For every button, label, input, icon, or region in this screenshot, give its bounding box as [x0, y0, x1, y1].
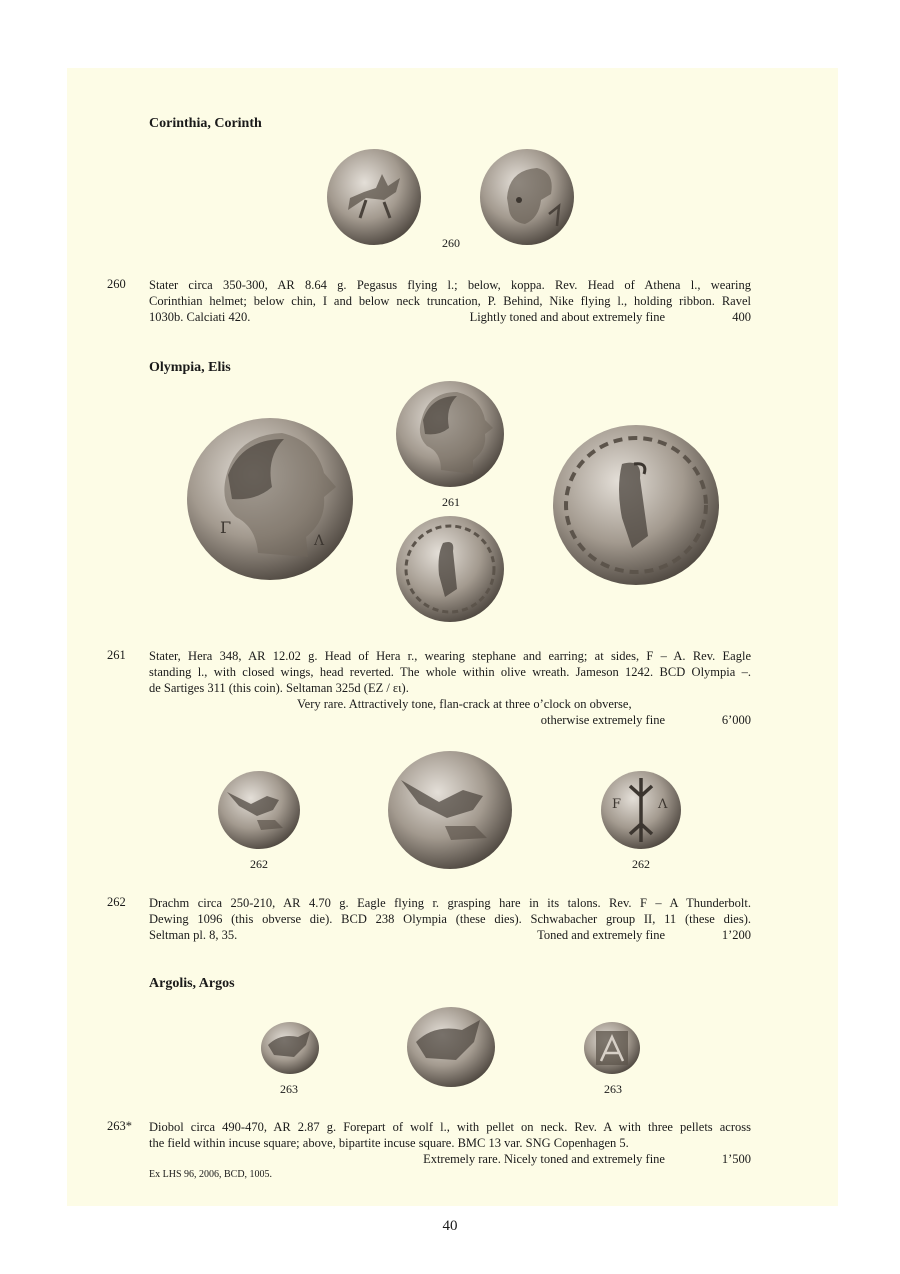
coin-eagle-wreath-icon: [552, 424, 720, 586]
lot-260-grade: Lightly toned and about extremely fine: [469, 310, 665, 324]
lot-number-261: 261: [107, 648, 126, 662]
svg-text:F: F: [612, 797, 622, 812]
coin-thunderbolt-icon: [600, 770, 682, 850]
figure-label-263-obverse: 263: [280, 1082, 298, 1096]
lot-261-grade-line-1: Very rare. Attractively tone, flan-crack at three o’clock on obverse,: [297, 697, 632, 711]
lot-description-260: [149, 277, 751, 325]
lot-262-price: 1’200: [721, 928, 751, 942]
figure-label-262-reverse: 262: [632, 857, 650, 871]
lot-261-line-3: de Sartiges 311 (this coin). Seltaman 325d (EZ / ει).: [149, 681, 409, 695]
lot-263-price: 1’500: [721, 1152, 751, 1166]
lot-description-262: [149, 895, 751, 943]
section-title-argos: Argolis, Argos: [149, 976, 235, 991]
lot-261-line-1: Stater, Hera 348, AR 12.02 g. Head of Hera r., wearing stephane and earring; at sides, F – A. Rev. Eagle: [149, 649, 751, 663]
figure-label-263-reverse: 263: [604, 1082, 622, 1096]
lot-263-line-2: the field within incuse square; above, bipartite incuse square. BMC 13 var. SNG Copenhagen 5.: [149, 1136, 629, 1150]
figure-label-262-obverse: 262: [250, 857, 268, 871]
lot-261-price: 6’000: [721, 713, 751, 727]
coin-incuse-square-icon: [583, 1021, 641, 1075]
section-title-olympia: Olympia, Elis: [149, 360, 231, 375]
lot-263-grade: Extremely rare. Nicely toned and extremely fine: [423, 1152, 665, 1166]
lot-263-line-1: Diobol circa 490-470, AR 2.87 g. Forepart of wolf l., with pellet on neck. Rev. A with three pellets across: [149, 1120, 751, 1134]
lot-number-262: 262: [107, 895, 126, 909]
section-title-corinth: Corinthia, Corinth: [149, 116, 262, 131]
lot-261-line-2: standing l., with closed wings, head reverted. The whole within olive wreath. Jameson 1242. BCD Olympia –.: [149, 665, 751, 679]
coin-eagle-wreath-small-icon: [395, 515, 505, 623]
lot-263-provenance-note: Ex LHS 96, 2006, BCD, 1005.: [149, 1169, 273, 1180]
lot-description-261: [149, 648, 751, 728]
lot-262-line-3: Seltman pl. 8, 35.: [149, 928, 238, 942]
lot-260-line-3: 1030b. Calciati 420.: [149, 310, 251, 324]
coin-eagle-hare-icon: [217, 770, 301, 850]
figure-label-261: 261: [442, 495, 460, 509]
page-number: 40: [442, 1218, 458, 1234]
svg-text:Λ: Λ: [658, 797, 668, 812]
svg-text:Γ: Γ: [220, 518, 232, 537]
lot-260-line-1: Stater circa 350-300, AR 8.64 g. Pegasus flying l.; below, koppa. Rev. Head of Athena l., wearing: [149, 278, 751, 292]
lot-262-grade: Toned and extremely fine: [537, 928, 665, 942]
coin-hera-head-icon: [186, 417, 354, 581]
lot-description-263: [149, 1119, 751, 1183]
coin-eagle-hare-large-icon: [387, 750, 513, 870]
coin-pegasus-icon: [326, 148, 422, 246]
coin-wolf-forepart-icon: [260, 1021, 320, 1075]
lot-262-line-1: Drachm circa 250-210, AR 4.70 g. Eagle flying r. grasping hare in its talons. Rev. F – A Thunderbolt.: [149, 896, 751, 910]
lot-260-line-2: Corinthian helmet; below chin, I and below neck truncation, P. Behind, Nike flying l., holding ribbon. Ravel: [149, 294, 751, 308]
coin-athena-helmet-icon: [479, 148, 575, 246]
lot-number-263: 263*: [107, 1119, 132, 1133]
figure-label-260: 260: [442, 236, 460, 250]
lot-number-260: 260: [107, 277, 126, 291]
lot-260-price: 400: [732, 310, 751, 324]
coin-hera-head-small-icon: [395, 380, 505, 488]
coin-wolf-forepart-large-icon: [406, 1006, 496, 1088]
lot-261-grade: otherwise extremely fine: [540, 713, 665, 727]
lot-262-line-2: Dewing 1096 (this obverse die). BCD 238 Olympia (these dies). Schwabacher group II, 11 (these dies).: [149, 912, 751, 926]
svg-text:Λ: Λ: [314, 533, 325, 549]
